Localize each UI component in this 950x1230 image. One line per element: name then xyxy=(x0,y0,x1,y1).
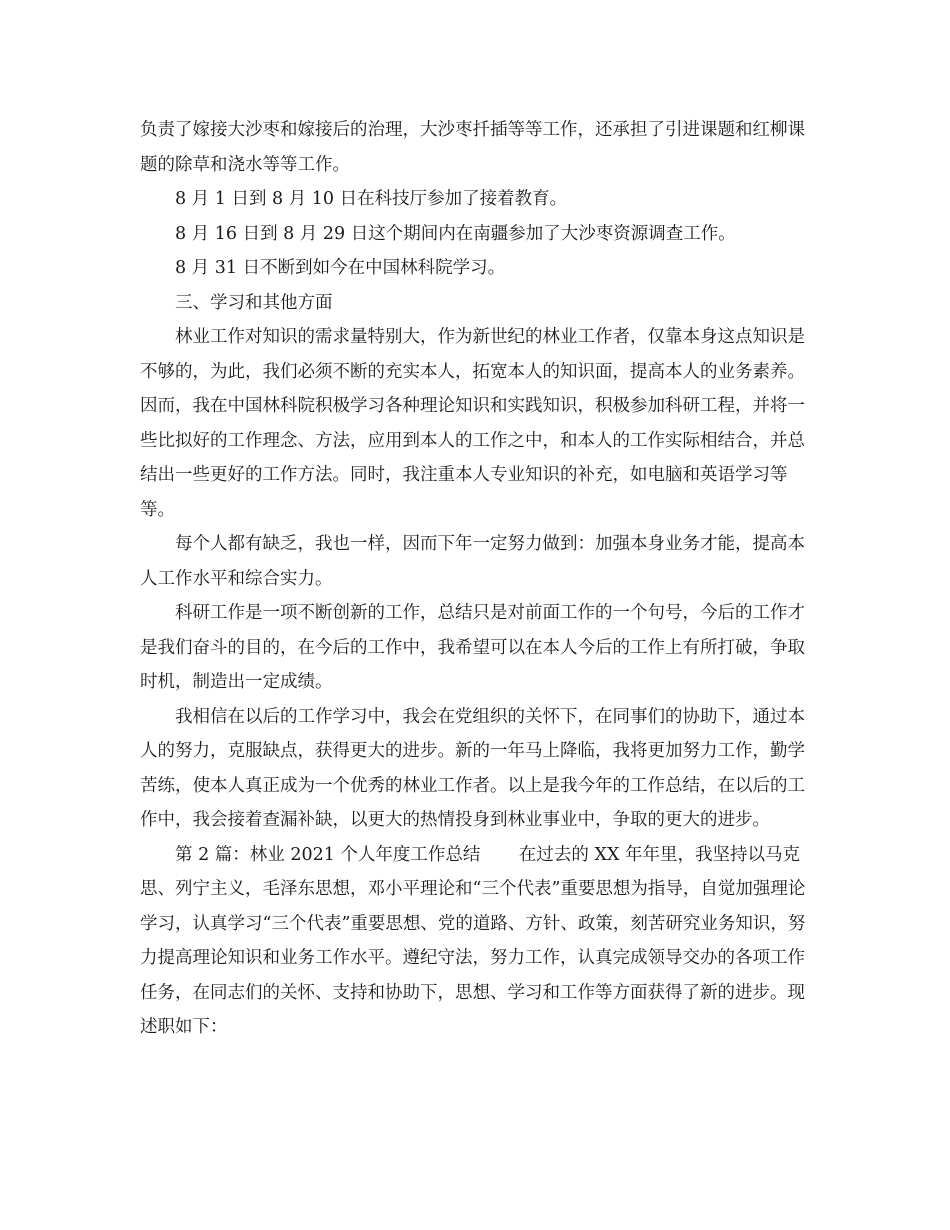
section-heading-study: 三、学习和其他方面 xyxy=(175,292,333,313)
paragraph-aug-31: 8 月 31 日不断到如今在中国林科院学习。 xyxy=(175,258,506,278)
paragraph-continued: 负责了嫁接大沙枣和嫁接后的治理，大沙枣扦插等等工作，还承担了引进课题和红柳课题的除草和浇水等等工作。 xyxy=(140,120,805,175)
paragraph-article-2 xyxy=(140,838,820,1045)
paragraph-aug-1-10: 8 月 1 日到 8 月 10 日在科技厅参加了接着教育。 xyxy=(175,189,568,209)
paragraph-conclusion: 我相信在以后的工作学习中，我会在党组织的关怀下，在同事们的协助下，通过本人的努力，克服缺点，获得更大的进步。新的一年马上降临，我将更加努力工作，勤学苦练，使本人真正成为一个优秀的林业工作者。以上是我今年的工作总结，在以后的工作中，我会接着查漏补缺，以更大的热情投身到林业事业中，争取的更大的进步。 xyxy=(140,706,805,830)
paragraph-research: 科研工作是一项不断创新的工作，总结只是对前面工作的一个句号，今后的工作才是我们奋斗的目的，在今后的工作中，我希望可以在本人今后的工作上有所打破，争取时机，制造出一定成绩。 xyxy=(140,603,805,692)
document-body xyxy=(140,113,820,1045)
article-2-heading: 第 2 篇：林业 2021 个人年度工作总结 xyxy=(175,844,481,865)
paragraph-study: 林业工作对知识的需求量特别大，作为新世纪的林业工作者，仅靠本身这点知识是不够的，为此，我们必须不断的充实本人，拓宽本人的知识面，提高本人的业务素养。因而，我在中国林科院积极学习各种理论知识和实践知识，积极参加科研工程，并将一些比拟好的工作理念、方法，应用到本人的工作之中，和本人的工作实际相结合，并总结出一些更好的工作方法。同时，我注重本人专业知识的补充，如电脑和英语学习等等。 xyxy=(140,327,805,520)
paragraph-shortcomings: 每个人都有缺乏，我也一样，因而下年一定努力做到：加强本身业务才能，提高本人工作水平和综合实力。 xyxy=(140,534,805,589)
article-2-body: 在过去的 XX 年年里，我坚持以马克思、列宁主义，毛泽东思想，邓小平理论和“三个代表”重要思想为指导，自觉加强理论学习，认真学习“三个代表”重要思想、党的道路、方针、政策，刻苦研究业务知识，努力提高理论知识和业务工作水平。遵纪守法，努力工作，认真完成领导交办的各项工作任务，在同志们的关怀、支持和协助下，思想、学习和工作等方面获得了新的进步。现述职如下： xyxy=(140,844,806,1037)
paragraph-aug-16-29: 8 月 16 日到 8 月 29 日这个期间内在南疆参加了大沙枣资源调查工作。 xyxy=(175,223,736,244)
